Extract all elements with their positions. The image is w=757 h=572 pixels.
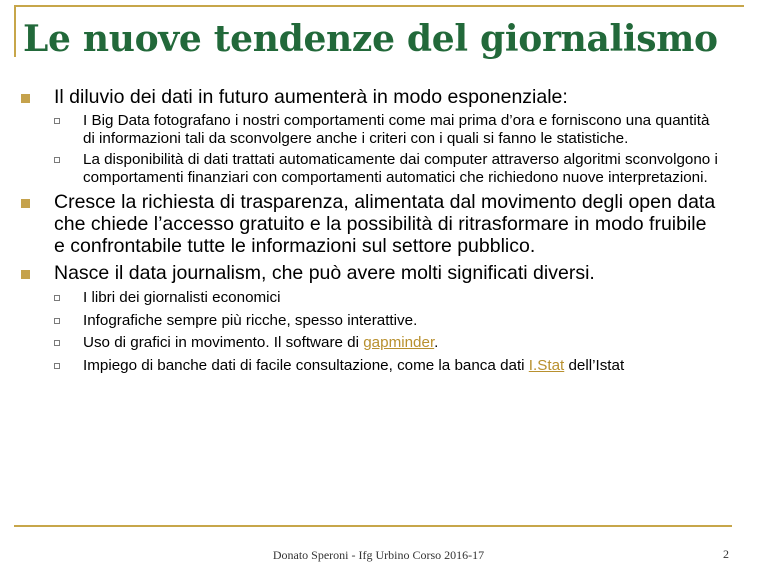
sub-bullet-3-4-prefix: Impiego di banche dati di facile consultazione, come la banca dati: [83, 356, 529, 374]
top-rule: [14, 5, 744, 7]
bullet-2-text: Cresce la richiesta di trasparenza, alimentata dal movimento degli open data che chiede l’accesso gratuito e la possibilità di ritrasformare in modo fruibile e confrontabile tutte le informazioni sul settore pubblico.: [54, 191, 716, 257]
hollow-square-bullet-icon: [54, 118, 60, 124]
slide-footer: Donato Speroni - Ifg Urbino Corso 2016-17: [272, 548, 485, 562]
sub-bullet-3-3-suffix: .: [434, 334, 439, 351]
bullet-3-text: Nasce il data journalism, che può avere molti significati diversi.: [54, 262, 595, 284]
bullet-1-text: Il diluvio dei dati in futuro aumenterà in modo esponenziale:: [54, 86, 568, 108]
sub-bullet-3-2-text: Infografiche sempre più ricche, spesso interattive.: [83, 311, 418, 329]
sub-bullet-3-1: [21, 289, 721, 307]
sub-bullet-1-1: [21, 112, 721, 147]
bullet-3: [21, 262, 721, 284]
hollow-square-bullet-icon: [54, 295, 60, 301]
istat-link[interactable]: I.Stat: [528, 356, 565, 374]
sub-bullet-3-3-prefix: Uso di grafici in movimento. Il software di: [83, 334, 364, 351]
bullet-2: [21, 191, 721, 257]
sub-bullet-3-4-suffix: dell’Istat: [564, 356, 625, 374]
slide-body: [21, 86, 721, 374]
sub-bullet-3-1-text: I libri dei giornalisti economici: [83, 289, 281, 306]
sub-bullet-1-2: [21, 151, 721, 186]
page-number: 2: [723, 547, 729, 561]
square-bullet-icon: [21, 270, 30, 279]
slide-title: Le nuove tendenze del giornalismo: [23, 18, 718, 60]
hollow-square-bullet-icon: [54, 157, 60, 163]
gapminder-link[interactable]: gapminder: [363, 334, 435, 351]
sub-bullet-3-2: [21, 312, 721, 330]
left-rule: [14, 5, 16, 57]
sub-bullet-3-3: [21, 334, 721, 352]
sub-bullet-1-1-text: I Big Data fotografano i nostri comportamenti come mai prima d’ora e forniscono una quantità di informazioni tali da sconvolgere anche i criteri con i quali si fanno le statistiche.: [83, 112, 710, 147]
hollow-square-bullet-icon: [54, 318, 60, 324]
bullet-1: [21, 86, 721, 108]
sub-bullet-3-4: [21, 357, 721, 375]
hollow-square-bullet-icon: [54, 340, 60, 346]
square-bullet-icon: [21, 94, 30, 103]
bottom-rule: [14, 525, 732, 527]
hollow-square-bullet-icon: [54, 363, 60, 369]
sub-bullet-1-2-text: La disponibilità di dati trattati automaticamente dai computer attraverso algoritmi sconvolgono i comportamenti finanziari con comportamenti automatici che richiedono nuove interpretazioni.: [83, 151, 718, 186]
square-bullet-icon: [21, 199, 30, 208]
